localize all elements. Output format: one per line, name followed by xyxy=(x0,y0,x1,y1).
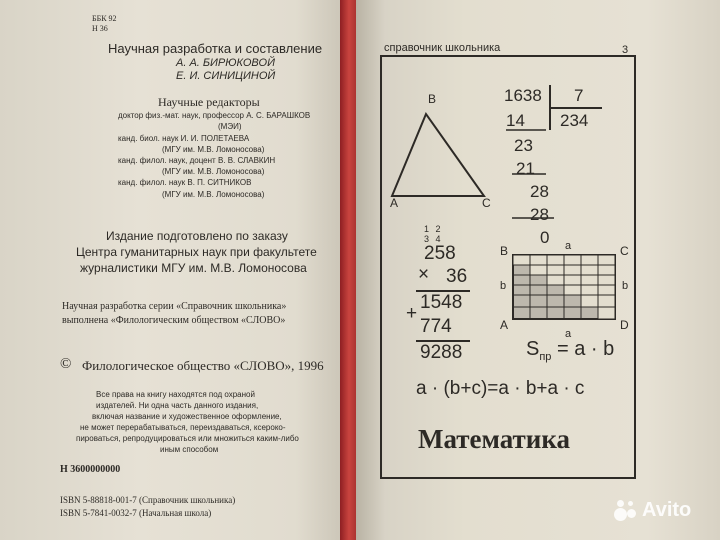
distributive-formula: a · (b+c)=a · b+a · c xyxy=(416,378,585,399)
carry-digits: 3 4 xyxy=(424,234,443,244)
division-step: 28 xyxy=(530,182,549,201)
order-line: журналистики МГУ им. М.В. Ломоносова xyxy=(80,261,307,275)
rect-vertex-label: A xyxy=(500,318,509,332)
editor: канд. биол. наук И. И. ПОЛЕТАЕВА xyxy=(118,134,250,143)
area-subscript: пр xyxy=(539,351,552,363)
editor-org: (МЭИ) xyxy=(218,122,242,131)
division-step: 21 xyxy=(516,159,535,178)
series-line: Научная разработка серии «Справочник школьника» xyxy=(62,301,287,312)
triangle-vertex-label: C xyxy=(482,196,491,210)
series-line: выполнена «Филологическим обществом «СЛОВО» xyxy=(62,315,286,326)
multiply-sign: × xyxy=(418,264,430,285)
triangle-vertex-label: B xyxy=(428,92,437,106)
area-formula xyxy=(526,338,614,363)
rect-side-label: b xyxy=(622,280,629,292)
copyright: Филологическое общество «СЛОВО», 1996 xyxy=(82,358,324,373)
rect-side-label: a xyxy=(565,240,572,252)
editor-org: (МГУ им. М.В. Ломоносова) xyxy=(162,190,265,199)
isbn: ISBN 5-88818-001-7 (Справочник школьника) xyxy=(60,495,236,505)
division-divisor: 7 xyxy=(574,86,584,105)
division-step: 23 xyxy=(514,136,533,155)
area-symbol: S xyxy=(526,338,540,360)
division-step: 0 xyxy=(540,228,550,247)
multiplicand: 258 xyxy=(424,243,456,264)
multiplier: 36 xyxy=(446,266,468,287)
running-header: справочник школьника xyxy=(384,42,501,54)
editor: доктор физ.-мат. наук, профессор А. С. БАРАШКОВ xyxy=(118,111,311,120)
rights-line: не может перерабатываться, переиздаваться, ксероко- xyxy=(80,423,286,432)
division-step: 14 xyxy=(506,111,525,130)
editor: канд. филол. наук В. П. СИТНИКОВ xyxy=(118,178,252,187)
division-step: 28 xyxy=(530,205,549,224)
watermark-logo xyxy=(614,498,691,522)
author: А. А. БИРЮКОВОЙ xyxy=(176,57,275,69)
rect-side-label: b xyxy=(500,280,507,292)
rights-line: издателей. Ни одна часть данного издания, xyxy=(96,401,259,410)
product-result: 9288 xyxy=(420,342,463,363)
rights-line: иным способом xyxy=(160,445,219,454)
copyright-symbol: © xyxy=(60,356,72,372)
carry-digits: 1 2 xyxy=(424,224,443,234)
watermark-text: Avito xyxy=(642,498,692,521)
rights-line: Все права на книгу находятся под охраной xyxy=(96,390,255,399)
rect-vertex-label: C xyxy=(620,244,629,258)
compiled-by: Научная разработка и составление xyxy=(108,41,323,56)
author: Е. И. СИНИЦИНОЙ xyxy=(176,70,276,82)
subject-title: Математика xyxy=(418,424,571,454)
book-code: Н 3600000000 xyxy=(60,464,121,475)
isbn: ISBN 5-7841-0032-7 (Начальная школа) xyxy=(60,508,212,518)
plus-sign: + xyxy=(406,303,418,324)
partial-product: 1548 xyxy=(420,292,463,313)
triangle-vertex-label: A xyxy=(390,196,399,210)
division-lines xyxy=(490,80,610,260)
editor-org: (МГУ им. М.В. Ломоносова) xyxy=(162,167,265,176)
editor: канд. филол. наук, доцент В. В. СЛАВКИН xyxy=(118,156,276,165)
division-dividend: 1638 xyxy=(504,86,542,105)
order-line: Издание подготовлено по заказу xyxy=(106,229,288,243)
rights-line: пироваться, репродуцироваться или множиться каким-либо xyxy=(76,434,299,443)
area-grid xyxy=(512,254,616,320)
editors-title: Научные редакторы xyxy=(158,95,260,109)
editor-org: (МГУ им. М.В. Ломоносова) xyxy=(162,145,265,154)
rect-vertex-label: D xyxy=(620,318,629,332)
catalog-code: Н 36 xyxy=(92,24,108,33)
division-quotient: 234 xyxy=(560,111,589,130)
partial-product: 774 xyxy=(420,316,452,337)
rect-vertex-label: B xyxy=(500,244,509,258)
page-number: 3 xyxy=(622,44,629,56)
triangle-figure xyxy=(384,100,494,210)
copyright-icon xyxy=(60,356,71,373)
rights-line: включая название и художественное оформление, xyxy=(92,412,282,421)
rect-side-label: a xyxy=(565,328,572,340)
catalog-code: ББК 92 xyxy=(92,14,117,23)
avito-dots-icon xyxy=(614,498,638,522)
order-line: Центра гуманитарных наук при факультете xyxy=(76,245,317,259)
area-expression: = a · b xyxy=(551,338,615,360)
